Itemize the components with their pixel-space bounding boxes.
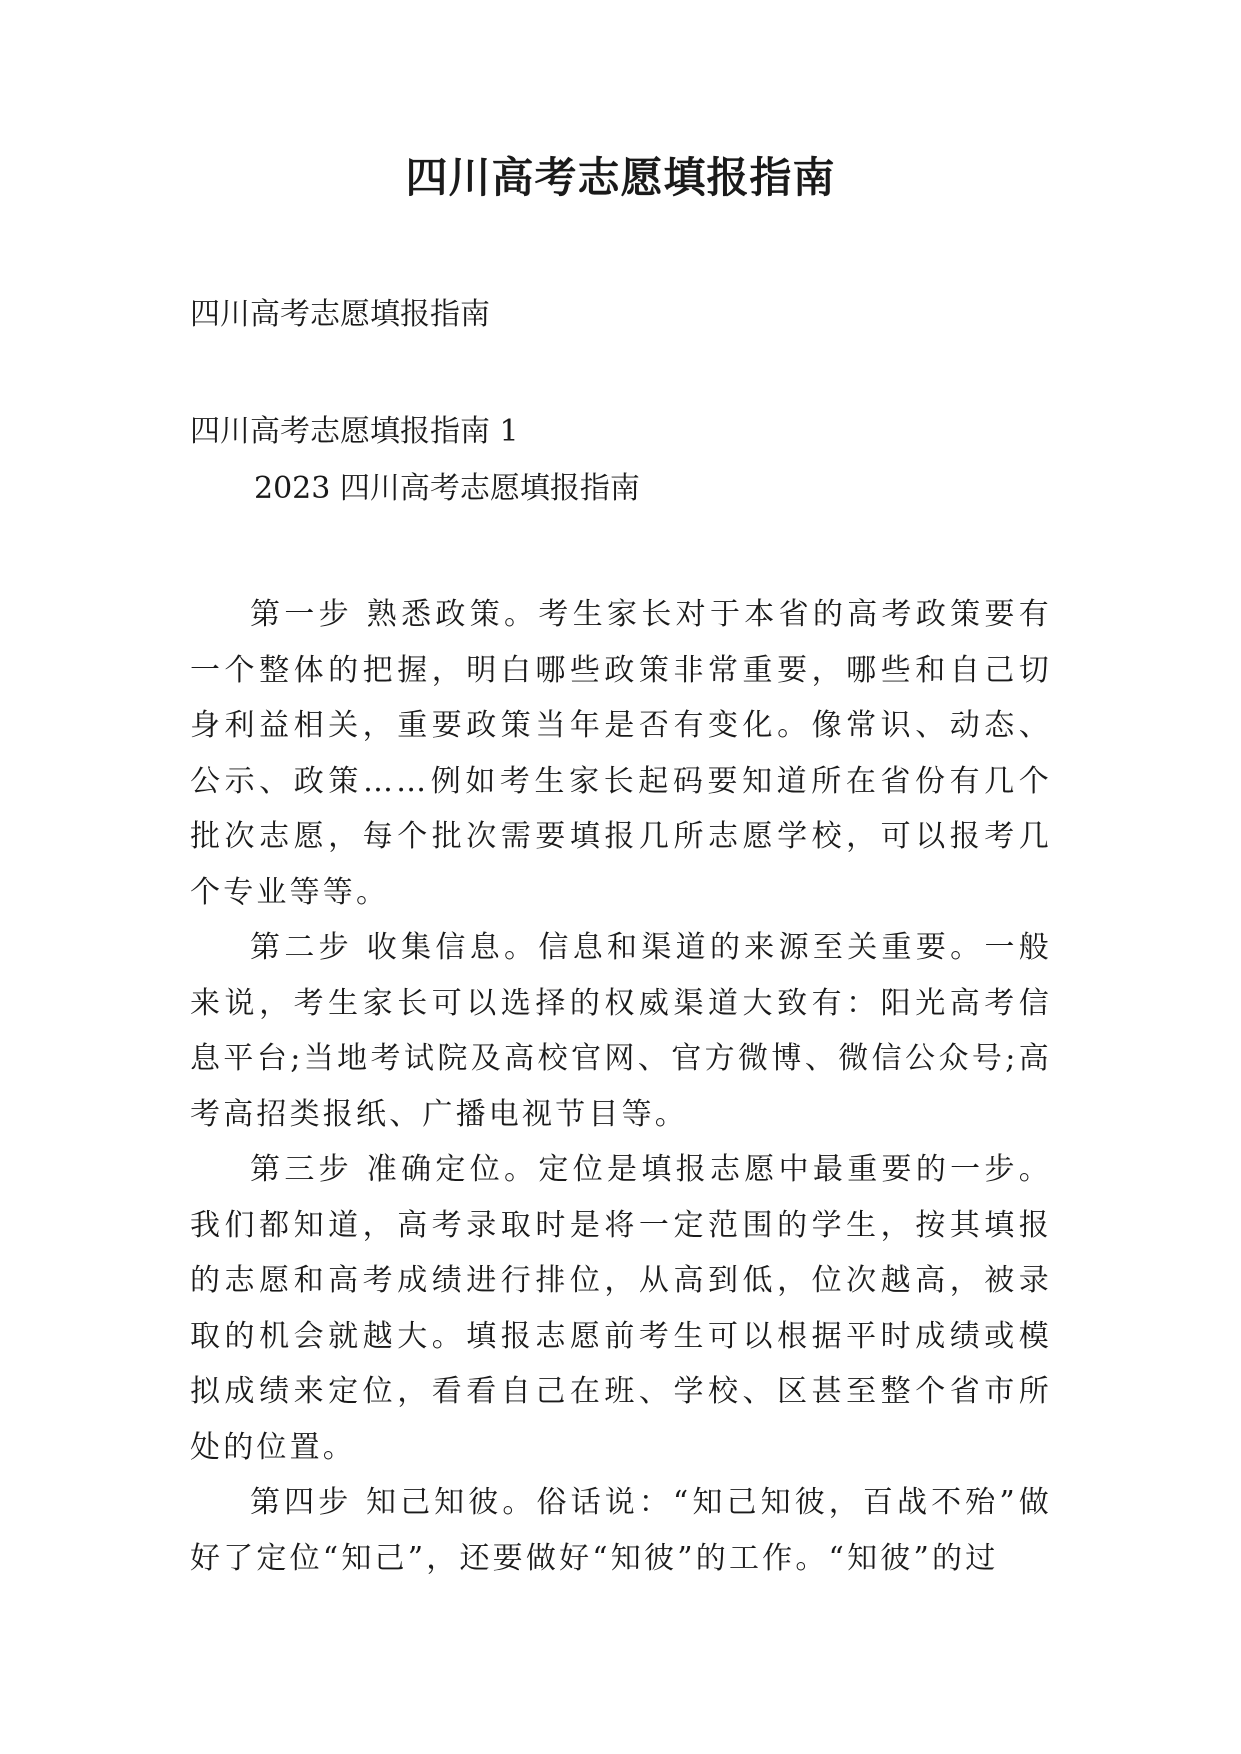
paragraph-step-2: 第二步 收集信息。信息和渠道的来源至关重要。一般来说，考生家长可以选择的权威渠道大致有：阳光高考信息平台;当地考试院及高校官网、官方微博、微信公众号;高考高招类报纸、广播电视节目等。 — [190, 930, 1052, 1132]
subtitle-year: 2023 四川高考志愿填报指南 — [254, 471, 640, 506]
subtitle-section: 四川高考志愿填报指南 1 — [190, 414, 519, 449]
subtitle-main: 四川高考志愿填报指南 — [190, 297, 490, 332]
paragraph-step-1: 第一步 熟悉政策。考生家长对于本省的高考政策要有一个整体的把握，明白哪些政策非常重要，哪些和自己切身利益相关，重要政策当年是否有变化。像常识、动态、公示、政策……例如考生家长起码要知道所在省份有几个批次志愿，每个批次需要填报几所志愿学校，可以报考几个专业等等。 — [190, 597, 1052, 910]
paragraph-step-3: 第三步 准确定位。定位是填报志愿中最重要的一步。我们都知道，高考录取时是将一定范围的学生，按其填报的志愿和高考成绩进行排位，从高到低，位次越高，被录取的机会就越大。填报志愿前考生可以根据平时成绩或模拟成绩来定位，看看自己在班、学校、区甚至整个省市所处的位置。 — [190, 1152, 1052, 1465]
document-body — [190, 587, 1052, 1586]
document-title: 四川高考志愿填报指南 — [405, 153, 836, 202]
paragraph-step-4: 第四步 知己知彼。俗话说：“知己知彼，百战不殆”做好了定位“知己”，还要做好“知彼”的工作。“知彼”的过 — [190, 1485, 1052, 1576]
